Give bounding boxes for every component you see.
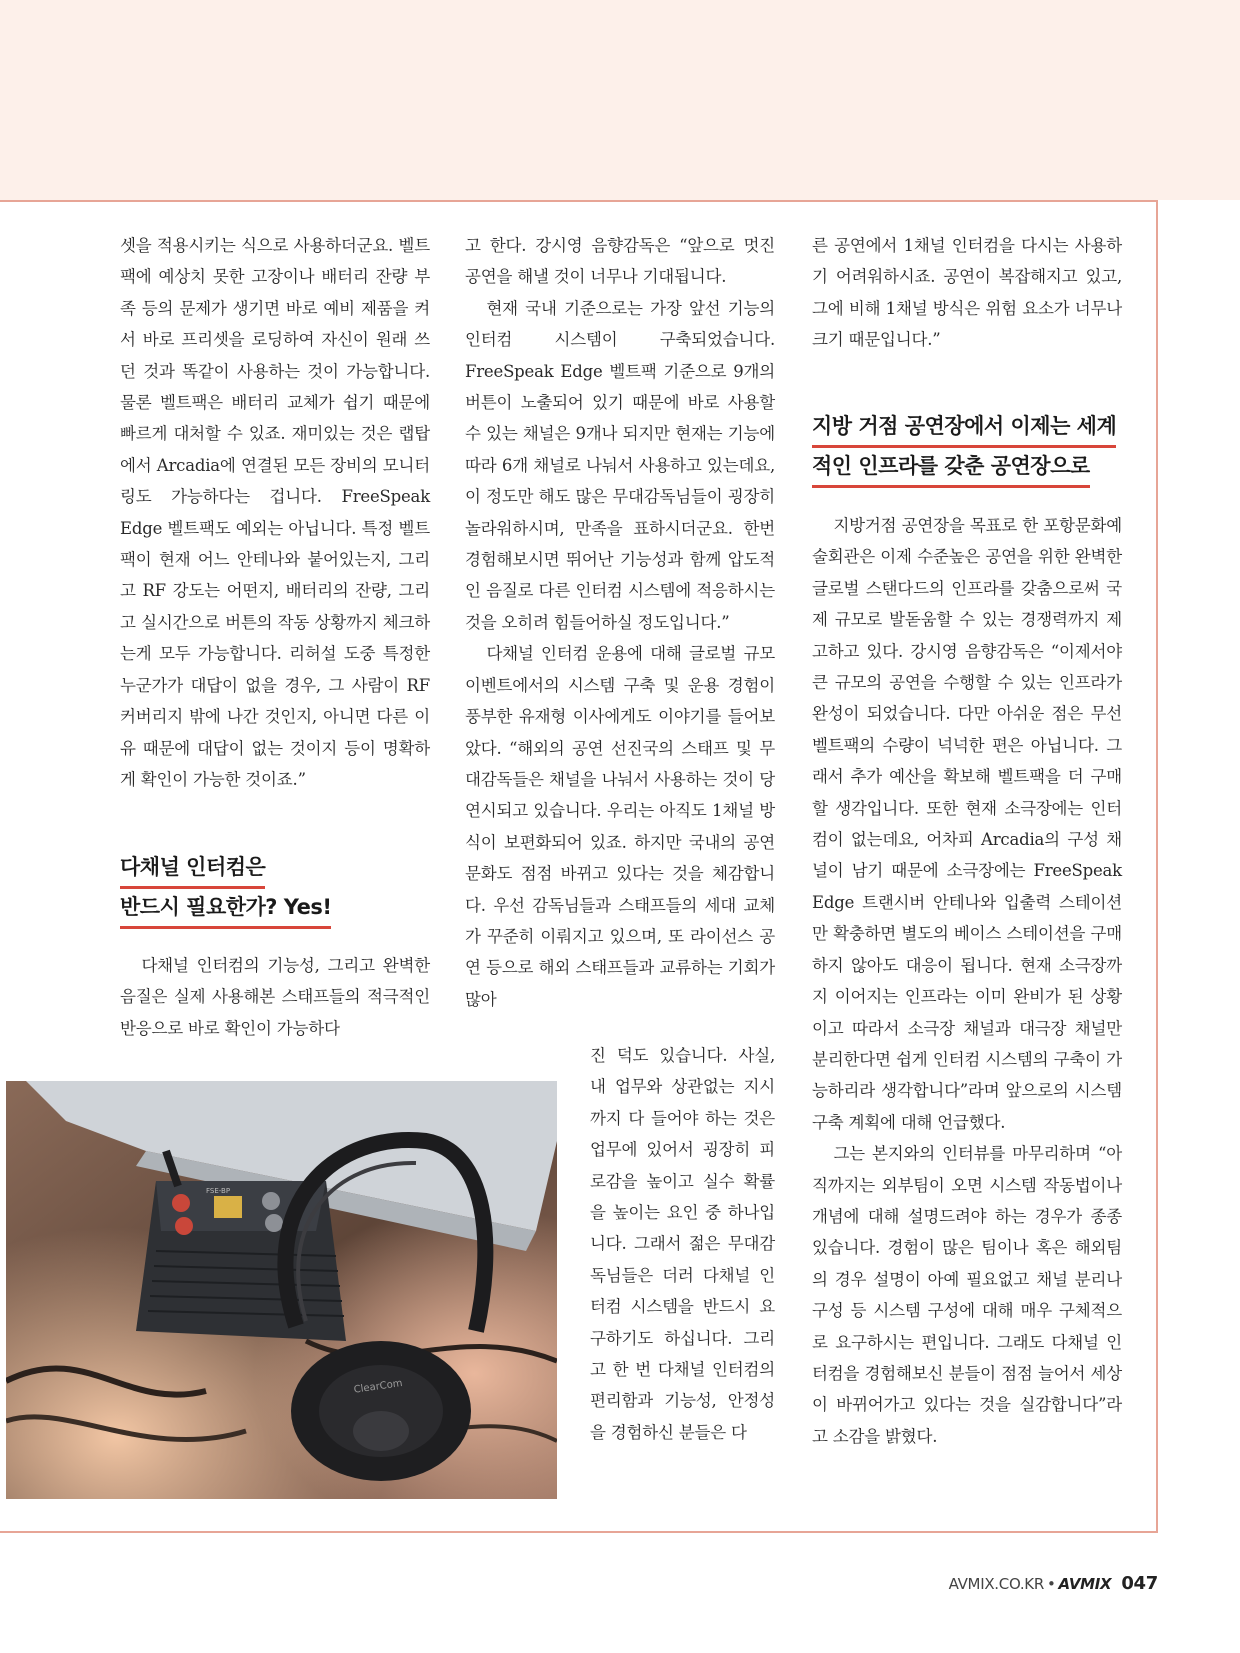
footer-separator: • xyxy=(1046,1575,1056,1593)
footer-site: AVMIX.CO.KR xyxy=(948,1575,1044,1593)
heading-line-2: 반드시 필요한가? Yes! xyxy=(120,889,331,929)
column-1-lower xyxy=(120,950,430,1044)
top-color-band xyxy=(0,0,1240,200)
col2-paragraph-3: 다채널 인터컴 운용에 대해 글로벌 규모 이벤트에서의 시스템 구축 및 운용 경험이 풍부한 유재형 이사에게도 이야기를 들어보았다. “해외의 공연 선진국의 스태프 및 무대감독들은 채널을 나눠서 사용하는 것이 당연시되고 있습니다. 우리는 아직도 1채널 방식이 보편화되어 있죠. 하지만 국내의 공연 문화도 점점 바뀌고 있다는 것을 체감합니다. 우선 감독님들과 스태프들의 세대 교체가 꾸준히 이뤄지고 있으며, 또 라이선스 공연 등으로 해외 스태프들과 교류하는 기회가 많아 xyxy=(465,644,775,1009)
col2-paragraph-2: 현재 국내 기준으로는 가장 앞선 기능의 인터컴 시스템이 구축되었습니다. FreeSpeak Edge 벨트팩 기준으로 9개의 버튼이 노출되어 있기 때문에 바로 사용할 수 있는 채널은 9개나 되지만 현재는 기능에 따라 6개 채널로 나눠서 사용하고 있는데요, 이 정도만 해도 많은 무대감독님들이 굉장히 놀라워하시며, 만족을 표하시더군요. 한번 경험해보시면 뛰어난 기능성과 함께 압도적인 음질로 다른 인터컴 시스템에 적응하시는 것을 오히려 힘들어하실 정도입니다.” xyxy=(465,298,775,632)
col1-paragraph-1: 셋을 적용시키는 식으로 사용하더군요. 벨트팩에 예상치 못한 고장이나 배터리 잔량 부족 등의 문제가 생기면 바로 예비 제품을 켜서 바로 프리셋을 로딩하여 자신이 원래 쓰던 것과 똑같이 사용하는 것이 가능합니다. 물론 벨트팩은 배터리 교체가 쉽기 때문에 빠르게 대처할 수 있죠. 재미있는 것은 랩탑에서 Arcadia에 연결된 모든 장비의 모니터링도 가능하다는 겁니다. FreeSpeak Edge 벨트팩도 예외는 아닙니다. 특정 벨트팩이 현재 어느 안테나와 붙어있는지, 그리고 RF 강도는 어떤지, 배터리의 잔량, 그리고 실시간으로 버튼의 작동 상황까지 체크하는게 모두 가능합니다. 리허설 도중 특정한 누군가가 대답이 없을 경우, 그 사람이 RF 커버리지 밖에 나간 것인지, 아니면 다른 이유 때문에 대답이 없는 것이지 등이 명확하게 확인이 가능한 것이죠.” xyxy=(120,236,430,789)
column-2-lower xyxy=(590,1040,775,1448)
headset-beltpack-photo xyxy=(6,1081,557,1499)
column-1-upper xyxy=(120,230,430,795)
col3-paragraph-2: 지방거점 공연장을 목표로 한 포항문화예술회관은 이제 수준높은 공연을 위한 완벽한 글로벌 스탠다드의 인프라를 갖춤으로써 국제 규모로 발돋움할 수 있는 경쟁력까지 제고하고 있다. 강시영 음향감독은 “이제서야 큰 규모의 공연을 수행할 수 있는 인프라가 완성이 되었습니다. 다만 아쉬운 점은 무선 벨트팩의 수량이 넉넉한 편은 아닙니다. 그래서 추가 예산을 확보해 벨트팩을 더 구매할 생각입니다. 또한 현재 소극장에는 인터컴이 없는데요, 어차피 Arcadia의 구성 채널이 남기 때문에 소극장에는 FreeSpeak Edge 트랜시버 안테나와 입출력 스테이션만 확충하면 별도의 베이스 스테이션을 구매하지 않아도 대응이 됩니다. 현재 소극장까지 이어지는 인프라는 이미 완비가 된 상황이고 따라서 소극장 채널과 대극장 채널만 분리한다면 쉽게 인터컴 시스템의 구축이 가능하리라 생각합니다”라며 앞으로의 시스템 구축 계획에 대해 언급했다. xyxy=(812,516,1122,1132)
col2-paragraph-4: 진 덕도 있습니다. 사실, 내 업무와 상관없는 지시까지 다 들어야 하는 것은 업무에 있어서 굉장히 피로감을 높이고 실수 확률을 높이는 요인 중 하나입니다. 그래서 젊은 무대감독님들은 더러 다채널 인터컴 시스템을 반드시 요구하기도 하십니다. 그리고 한 번 다채널 인터컴의 편리함과 기능성, 안정성을 경험하신 분들은 다 xyxy=(590,1046,775,1442)
section-heading-regional-venue xyxy=(812,408,1132,488)
col2-paragraph-1: 고 한다. 강시영 음향감독은 “앞으로 멋진 공연을 해낼 것이 너무나 기대됩니다. xyxy=(465,236,775,287)
section-heading-multichannel xyxy=(120,849,440,929)
col1-paragraph-2: 다채널 인터컴의 기능성, 그리고 완벽한 음질은 실제 사용해본 스태프들의 적극적인 반응으로 바로 확인이 가능하다 xyxy=(120,956,430,1038)
col3-paragraph-1: 른 공연에서 1채널 인터컴을 다시는 사용하기 어려워하시죠. 공연이 복잡해지고 있고, 그에 비해 1채널 방식은 위험 요소가 너무나 크기 때문입니다.” xyxy=(812,236,1122,350)
heading-line-2: 적인 인프라를 갖춘 공연장으로 xyxy=(812,448,1090,488)
photo-illustration xyxy=(6,1081,557,1499)
page-footer xyxy=(949,1573,1158,1594)
column-2-upper xyxy=(465,230,775,1015)
headset-logo: ClearCom xyxy=(353,1378,404,1396)
column-3-upper xyxy=(812,230,1122,356)
col3-paragraph-3: 그는 본지와의 인터뷰를 마무리하며 “아직까지는 외부팀이 오면 시스템 작동법이나 개념에 대해 설명드려야 하는 경우가 종종 있습니다. 경험이 많은 팀이나 혹은 해외팀의 경우 설명이 아예 필요없고 채널 분리나 구성 등 시스템 구성에 대해 매우 구체적으로 요구하시는 편입니다. 그래도 다채널 인터컴을 경험해보신 분들이 점점 늘어서 세상이 바뀌어가고 있다는 것을 실감합니다”라고 소감을 밝혔다. xyxy=(812,1144,1122,1446)
footer-brand-logo: AVMIX xyxy=(1058,1575,1112,1593)
page-number: 047 xyxy=(1121,1573,1158,1594)
heading-line-1: 지방 거점 공연장에서 이제는 세계 xyxy=(812,408,1116,448)
column-3-lower xyxy=(812,510,1122,1452)
heading-line-1: 다채널 인터컴은 xyxy=(120,849,265,889)
beltpack-label: FSE-BP xyxy=(206,1187,231,1195)
